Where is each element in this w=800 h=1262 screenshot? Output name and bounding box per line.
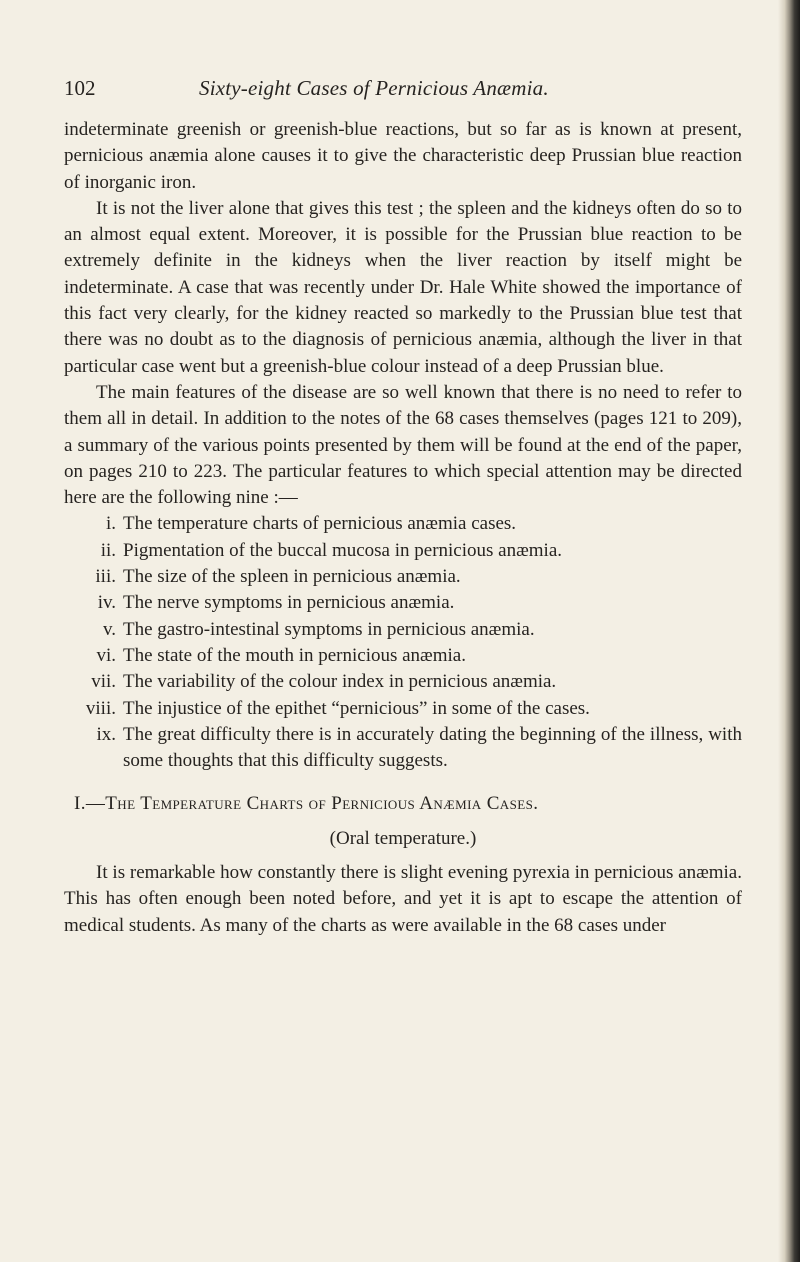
list-item xyxy=(64,590,742,616)
paragraph-continued: indeterminate greenish or greenish-blue reactions, but so far as is known at present, pernicious anæmia alone causes it to give the characteristic deep Prussian blue reaction of inorganic iron. xyxy=(64,119,742,193)
body-text xyxy=(64,117,742,939)
list-item-text: The temperature charts of pernicious anæmia cases. xyxy=(123,513,517,535)
list-item xyxy=(64,669,742,695)
list-item-number: ii. xyxy=(100,539,116,561)
list-item-text: The size of the spleen in pernicious anæmia. xyxy=(123,566,461,588)
list-item xyxy=(64,696,742,722)
list-item xyxy=(64,617,742,643)
list-item-text: The state of the mouth in pernicious anæmia. xyxy=(123,644,466,666)
page-number: 102 xyxy=(64,76,96,100)
list-item xyxy=(64,643,742,669)
list-item-number: vii. xyxy=(91,671,116,693)
list-item-text: The variability of the colour index in pernicious anæmia. xyxy=(123,671,557,693)
paragraph-kidneys: It is not the liver alone that gives this test ; the spleen and the kidneys often do so to an almost equal extent. Moreover, it is possible for the Prussian blue reaction to be extremely definite in the kidneys when the liver reaction by itself might be indeterminate. A case that was recently under Dr. Hale White showed the importance of this fact very clearly, for the kidney reacted so markedly to the Prussian blue test that there was no doubt as to the diagnosis of pernicious anæmia, although the liver in that particular case went but a greenish-blue colour instead of a deep Prussian blue. xyxy=(64,197,742,377)
list-item-text: The nerve symptoms in pernicious anæmia. xyxy=(123,592,455,614)
page-binding-edge xyxy=(778,0,800,1262)
list-item xyxy=(64,538,742,564)
list-item-text: The injustice of the epithet “pernicious” in some of the cases. xyxy=(123,697,590,719)
paragraph-main-features: The main features of the disease are so well known that there is no need to refer to them all in detail. In addition to the notes of the 68 cases themselves (pages 121 to 209), a summary of the various points presented by them will be found at the end of the paper, on pages 210 to 223. The particular features to which special attention may be directed here are the following nine :— xyxy=(64,381,742,509)
list-item xyxy=(64,722,742,775)
running-title: Sixty-eight Cases of Pernicious Anæmia. xyxy=(199,76,549,100)
list-item-number: viii. xyxy=(85,697,116,719)
paragraph-pyrexia: It is remarkable how constantly there is slight evening pyrexia in pernicious anæmia. This has often enough been noted before, and yet it is apt to escape the attention of medical students. As many of the charts as were available in the 68 cases under xyxy=(64,862,742,936)
list-item-number: ix. xyxy=(96,723,116,745)
list-item-text: The great difficulty there is in accurately dating the beginning of the illness, with some thoughts that this difficulty suggests. xyxy=(123,723,742,772)
list-item xyxy=(64,564,742,590)
list-item-number: iii. xyxy=(95,566,116,588)
list-item-number: iv. xyxy=(97,592,116,614)
list-item-number: i. xyxy=(105,513,116,535)
section-subheading: (Oral temperature.) xyxy=(329,827,477,849)
section-heading: I.—The Temperature Charts of Pernicious Anæmia Cases. xyxy=(74,793,539,815)
features-list xyxy=(64,511,742,774)
list-item-text: Pigmentation of the buccal mucosa in pernicious anæmia. xyxy=(123,539,563,561)
list-item-number: vi. xyxy=(96,644,116,666)
list-item-text: The gastro-intestinal symptoms in pernicious anæmia. xyxy=(123,618,535,640)
list-item-number: v. xyxy=(102,618,116,640)
list-item xyxy=(64,511,742,537)
running-head xyxy=(64,73,744,103)
